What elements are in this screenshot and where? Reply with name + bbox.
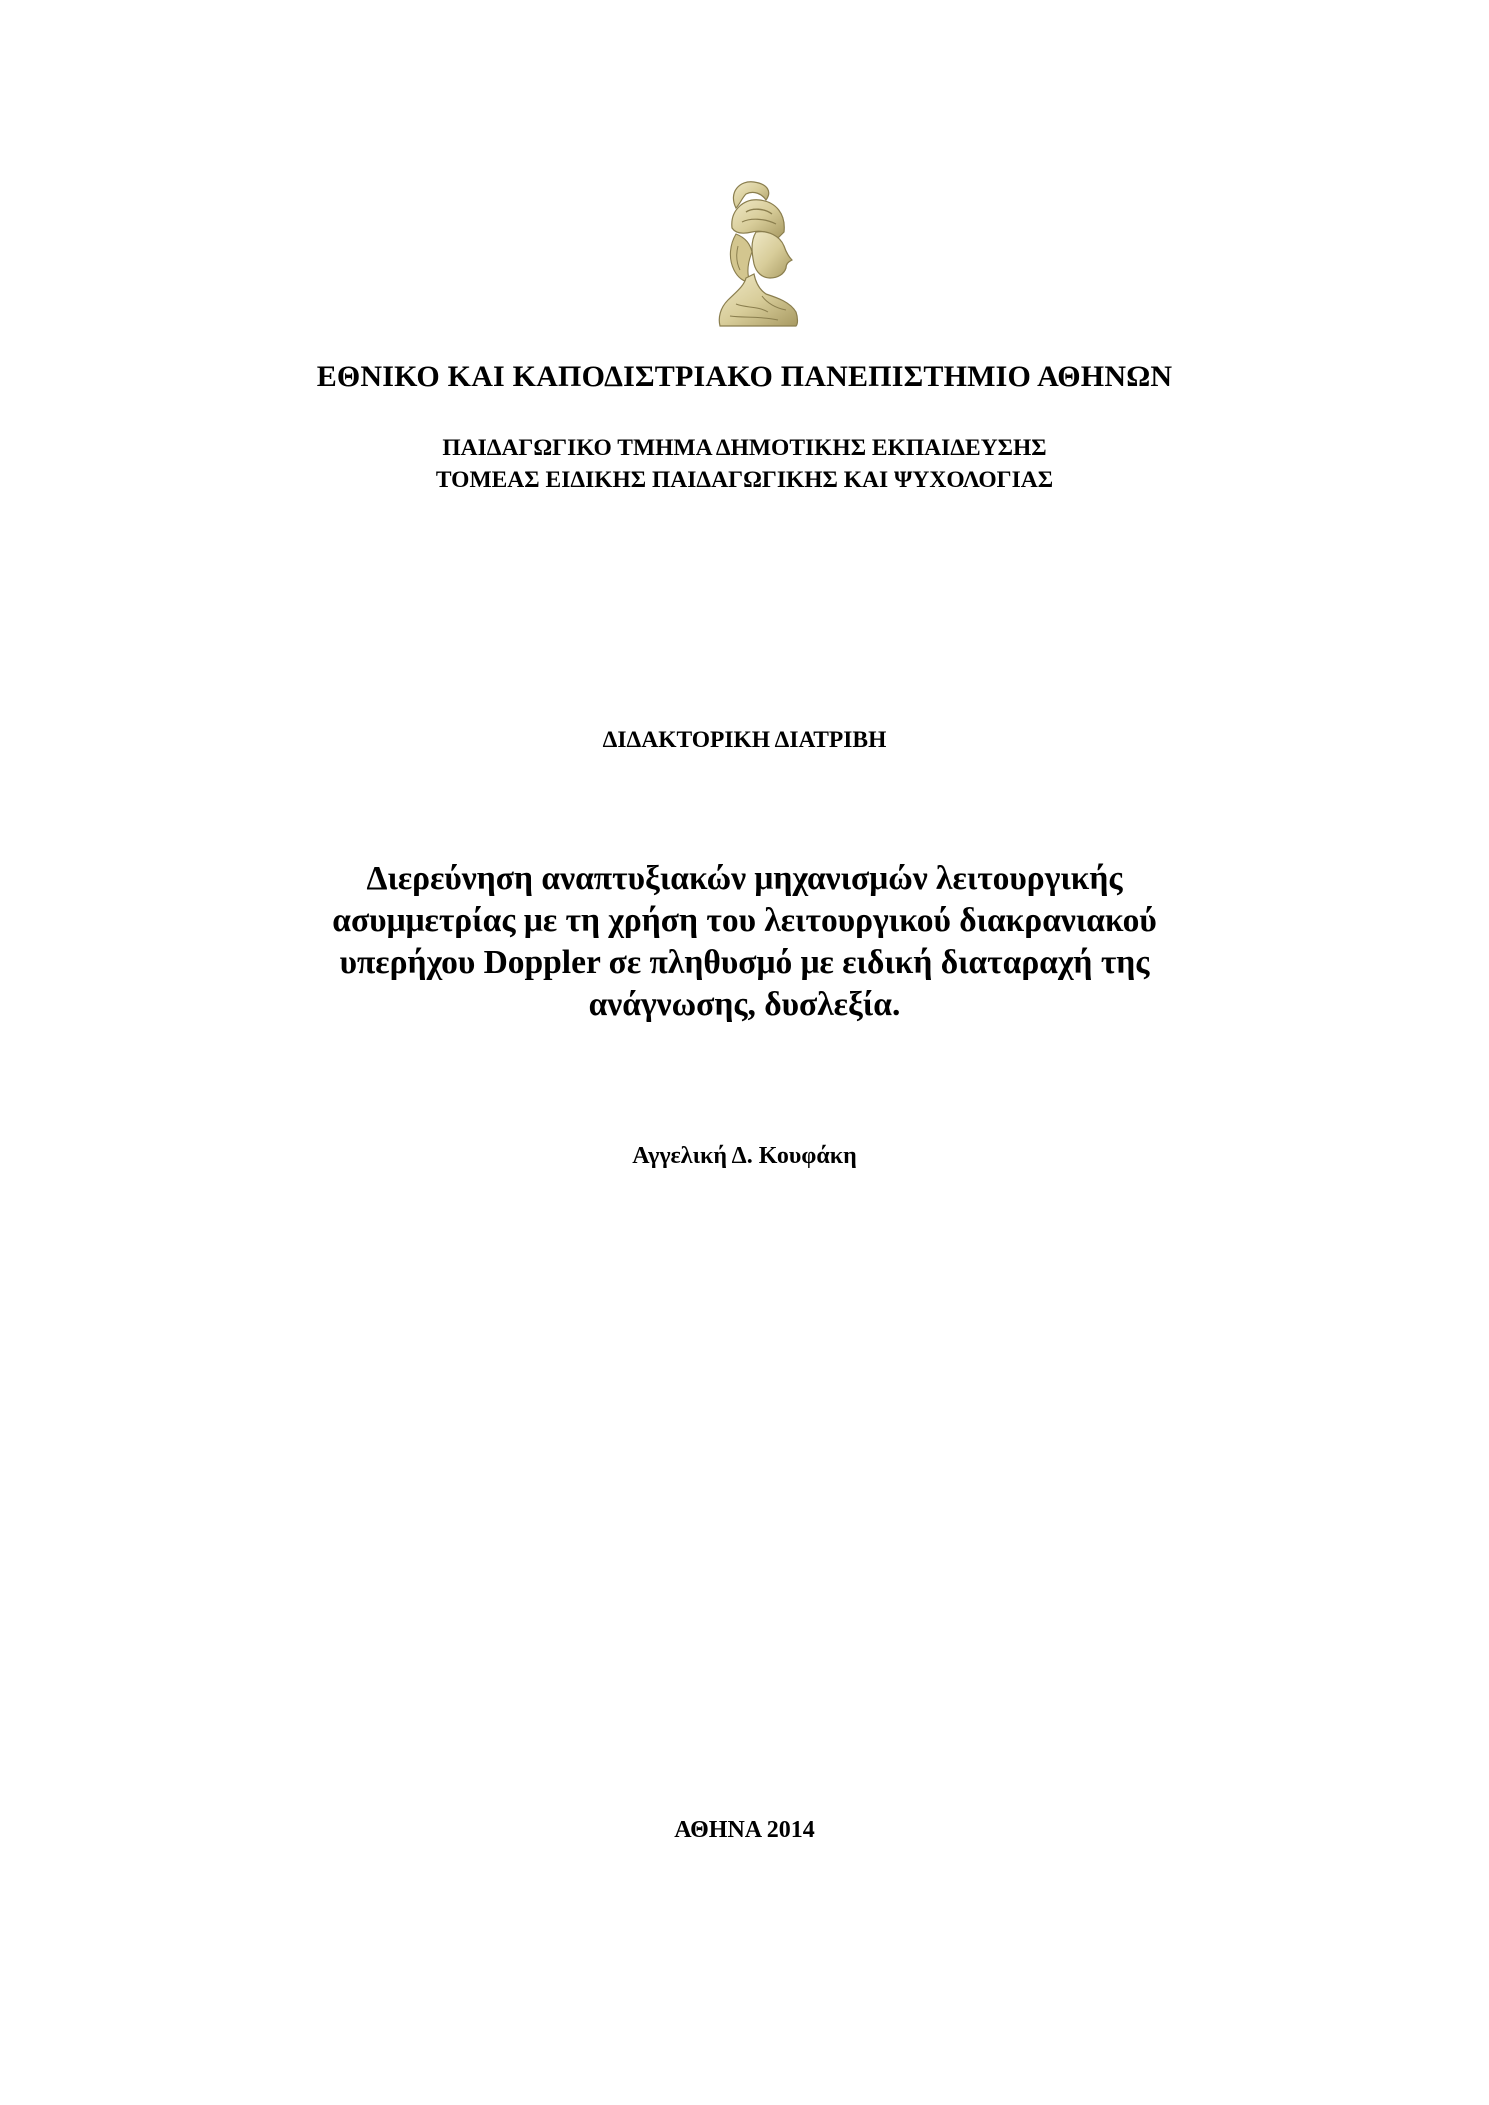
document-type: ΔΙΔΑΚΤΟΡΙΚΗ ΔΙΑΤΡΙΒΗ: [602, 727, 887, 753]
thesis-title-line: ανάγνωσης, δυσλεξία.: [588, 986, 901, 1023]
thesis-title-line: ασυμμετρίας με τη χρήση του λειτουργικού διακρανιακού: [332, 902, 1157, 939]
place-and-year: ΑΘΗΝΑ 2014: [674, 1817, 815, 1843]
department-block: [0, 432, 1489, 496]
thesis-title-line: υπερήχου Doppler σε πληθυσμό με ειδική διαταραχή της: [339, 944, 1150, 981]
thesis-title-line: Διερεύνηση αναπτυξιακών μηχανισμών λειτουργικής: [366, 860, 1123, 897]
section-line: ΤΟΜΕΑΣ ΕΙΔΙΚΗΣ ΠΑΙΔΑΓΩΓΙΚΗΣ ΚΑΙ ΨΥΧΟΛΟΓΙΑΣ: [435, 467, 1054, 493]
author-name: Αγγελική Δ. Κουφάκη: [632, 1143, 857, 1169]
university-name: ΕΘΝΙΚΟ ΚΑΙ ΚΑΠΟΔΙΣΤΡΙΑΚΟ ΠΑΝΕΠΙΣΤΗΜΙΟ ΑΘΗΝΩΝ: [316, 360, 1173, 393]
department-line: ΠΑΙΔΑΓΩΓΙΚΟ ΤΜΗΜΑ ΔΗΜΟΤΙΚΗΣ ΕΚΠΑΙΔΕΥΣΗΣ: [442, 435, 1047, 461]
athena-helmet-emblem-icon: [706, 178, 802, 328]
thesis-title: [0, 858, 1489, 1026]
